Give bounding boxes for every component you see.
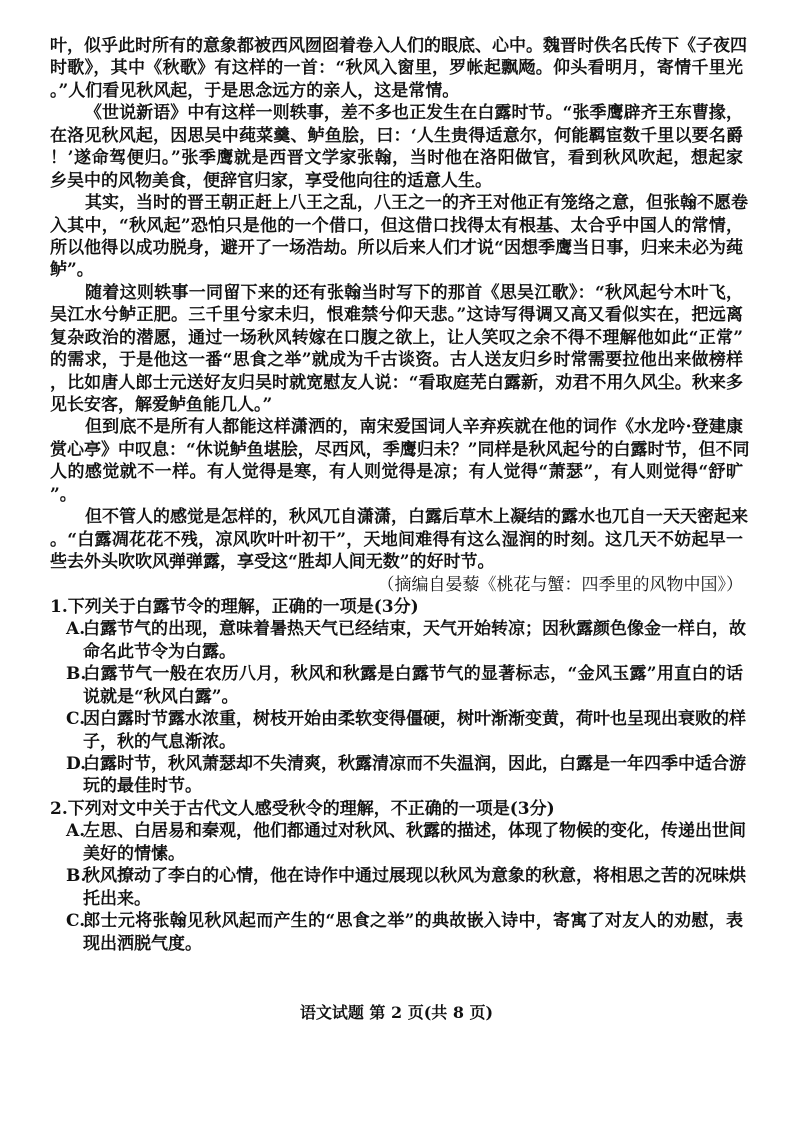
exam-page-content [50, 35, 750, 955]
passage-line: 赏心亭》中叹息：“休说鲈鱼堪脍，尽西风，季鹰归未？”同样是秋风起兮的白露时节，但不同 [50, 439, 750, 460]
option-text: 子，秋的气息渐浓。 [83, 731, 236, 752]
option-label: C. [66, 709, 86, 730]
question-2 [50, 798, 746, 955]
passage-line: 人的感觉就不一样。有人觉得是寒，有人则觉得是凉；有人觉得“萧瑟”，有人则觉得“舒旷 [50, 462, 743, 483]
option-line [50, 753, 746, 775]
passage-line: 的需求，于是他这一番“思食之举”就成为千古谈资。古人送友归乡时常需要拉他出来做榜样 [50, 350, 743, 371]
passage-line: ！’遂命驾便归。”张季鹰就是西晋文学家张翰，当时他在洛阳做官，看到秋风吹起，想起家 [50, 148, 743, 169]
option-line [50, 910, 743, 932]
option-b[interactable] [50, 865, 746, 910]
option-line [50, 865, 746, 887]
option-line [50, 618, 746, 640]
option-label: D. [66, 754, 87, 774]
option-label: B. [66, 866, 87, 887]
question-stem: 1.下列关于白露节令的理解，正确的一项是(3分) [50, 596, 419, 617]
option-text: 玩的最佳时节。 [83, 776, 202, 797]
passage-line: 其实，当时的晋王朝正赶上八王之乱，八王之一的齐王对他正有笼络之意，但张翰不愿卷 [85, 193, 748, 214]
passage-line: 见长安客，解爱鲈鱼能几人。” [50, 395, 273, 415]
option-line [50, 708, 746, 730]
option-line [50, 641, 743, 663]
option-text: 秋风撩动了李白的心情，他在诗作中通过展现以秋风为意象的秋意，将相思之苦的况味烘 [83, 866, 746, 887]
passage-line: 乡吴中的风物美食，便辞官归家，享受他向往的适意人生。 [50, 170, 492, 191]
question-1 [50, 596, 746, 798]
passage-line: 《世说新语》中有这样一则轶事，差不多也正发生在白露时节。“张季鹰辟齐王东曹掾， [85, 103, 743, 124]
passage-line: 入其中，“秋风起”恐怕只是他的一个借口，但这借口找得太有根基、太合乎中国人的常情， [50, 215, 743, 236]
option-c[interactable] [50, 708, 746, 753]
option-a[interactable] [50, 820, 746, 865]
passage-line: 随着这则轶事一同留下来的还有张翰当时写下的那首《思吴江歌》：“秋风起兮木叶飞， [85, 282, 743, 303]
passage-line: 鲈”。 [50, 260, 94, 281]
question-stem: 2.下列对文中关于古代文人感受秋令的理解，不正确的一项是(3分) [50, 798, 555, 819]
option-text: 现出洒脱气度。 [83, 933, 202, 954]
passage-line: ”。 [50, 484, 77, 505]
option-text: 白露时节，秋风萧瑟却不失清爽，秋露清凉而不失温润，因此，白露是一年四季中适合游 [83, 754, 746, 774]
option-text: 托出来。 [83, 888, 151, 909]
passage-line: 。“白露凋花花不残，凉风吹叶叶初干”，天地间难得有这么湿润的时刻。这几天不妨起早一 [50, 529, 743, 550]
option-line [50, 686, 743, 708]
passage-line: 叶，似乎此时所有的意象都被西风囫囵着卷入人们的眼底、心中。魏晋时佚名氏传下《子夜四 [50, 36, 747, 56]
passage-line: 些去外头吹吹风弹弹露，享受这“胜却人间无数”的好时节。 [50, 552, 495, 573]
option-d[interactable] [50, 753, 746, 798]
passage-line: 所以他得以成功脱身，避开了一场浩劫。所以后来人们才说“因想季鹰当日事，归来未必为莼 [50, 237, 743, 258]
option-text: 因白露时节露水浓重，树枝开始由柔软变得僵硬，树叶渐渐变黄，荷叶也呈现出衰败的样 [83, 709, 746, 730]
passage-line: 复杂政治的潜愿，通过一场秋风转嫁在口腹之欲上，让人笑叹之余不得不理解他如此“正常” [50, 327, 743, 348]
passage-line: ，比如唐人郎士元送好友归吴时就宽慰友人说：“看取庭芜白露新，劝君不用久风尘。秋来多 [50, 372, 743, 393]
option-a[interactable] [50, 618, 746, 663]
option-line [50, 731, 743, 753]
option-text: 说就是“秋风白露”。 [83, 686, 239, 707]
option-text: 白露节气一般在农历八月，秋风和秋露是白露节气的显著标志，“金风玉露”用直白的话 [83, 664, 743, 685]
passage-line: 但到底不是所有人都能这样潇洒的，南宋爱国词人辛弃疾就在他的词作《水龙吟·登建康 [85, 417, 743, 438]
page-footer: 语文试题 第 2 页(共 8 页) [299, 1003, 494, 1022]
option-label: C. [66, 911, 86, 932]
questions [50, 596, 746, 955]
option-c[interactable] [50, 910, 743, 955]
option-line [50, 843, 743, 865]
option-line [50, 663, 743, 685]
option-line [50, 888, 743, 910]
option-label: A. [66, 619, 86, 640]
option-line [50, 933, 743, 955]
option-text: 命名此节令为白露。 [83, 641, 236, 662]
passage-source: （摘编自晏藜《桃花与蟹：四季里的风物中国》） [377, 574, 743, 595]
passage-line: 但不管人的感觉是怎样的，秋风兀自潇潇，白露后草木上凝结的露水也兀自一天天密起来 [85, 507, 748, 528]
option-text: 美好的情愫。 [83, 843, 185, 864]
option-text: 郎士元将张翰见秋风起而产生的“思食之举”的典故嵌入诗中，寄寓了对友人的劝慰，表 [83, 911, 743, 932]
option-label: A. [66, 821, 86, 842]
option-b[interactable] [50, 663, 743, 708]
option-line [50, 820, 746, 842]
reading-passage [50, 35, 750, 574]
passage-line: 在洛见秋风起，因思吴中莼菜羹、鲈鱼脍，曰：‘人生贵得适意尔，何能羁宦数千里以要名爵 [50, 125, 743, 146]
option-line [50, 775, 743, 797]
option-text: 白露节气的出现，意味着暑热天气已经结束，天气开始转凉；因秋露颜色像金一样白，故 [83, 619, 746, 640]
passage-line: 。”人们看见秋风起，于是思念远方的亲人，这是常情。 [50, 80, 460, 101]
option-label: B. [66, 664, 87, 685]
passage-line: 吴江水兮鲈正肥。三千里兮家未归，恨难禁兮仰天悲。”这诗写得调又高又看似实在，把远离 [50, 305, 743, 326]
passage-line: 时歌》，其中《秋歌》有这样的一首：“秋风入窗里，罗帐起飘飏。仰头看明月，寄情千里光 [50, 58, 743, 79]
option-text: 左思、白居易和秦观，他们都通过对秋风、秋露的描述，体现了物候的变化，传递出世间 [83, 821, 746, 842]
